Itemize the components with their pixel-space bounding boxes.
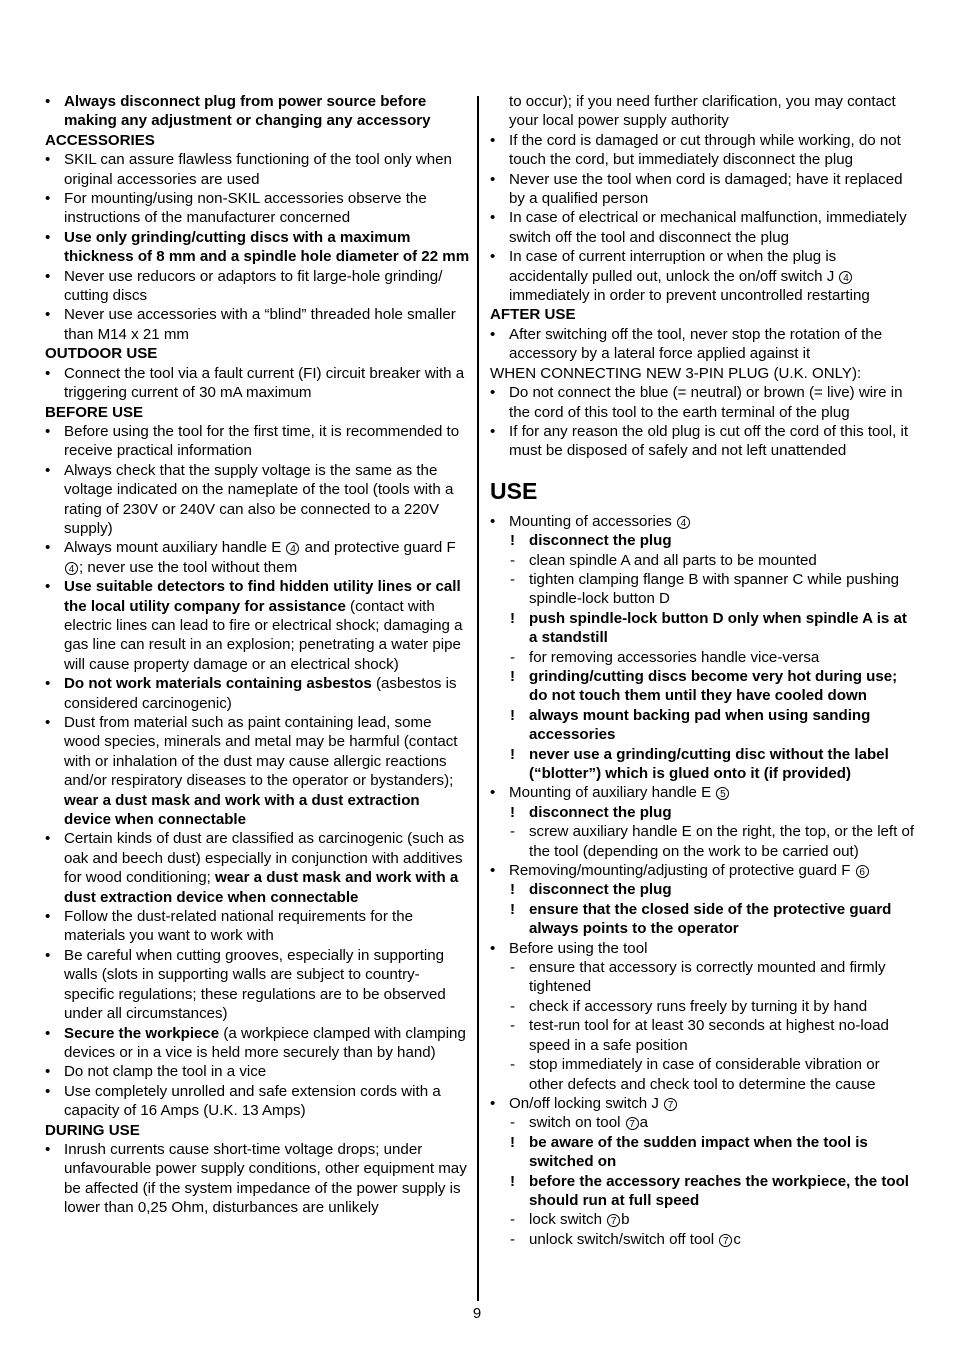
- list-item: [490, 783, 915, 802]
- list-item: [45, 713, 470, 829]
- bullet-icon: •: [45, 190, 51, 208]
- figure-ref-icon: 6: [856, 865, 869, 878]
- bullet-icon: •: [490, 939, 496, 957]
- list-item: [45, 228, 470, 267]
- bullet-icon: •: [490, 862, 496, 880]
- warning-icon: !: [510, 667, 516, 685]
- list-item: [45, 189, 470, 228]
- text: Dust from material such as paint containing lead, some wood species, minerals and metal may be harmful (contact with or inhalation of the dust may cause allergic reactions and/or respiratory diseases to the operator or bystanders);: [64, 714, 458, 790]
- text: If the cord is damaged or cut through while working, do not touch the cord, but immediately disconnect the plug: [509, 131, 901, 169]
- text: After switching off the tool, never stop the rotation of the accessory by a lateral force applied against it: [509, 325, 883, 363]
- warning-icon: !: [510, 881, 516, 899]
- text: c: [733, 1230, 741, 1248]
- bold-text: Secure the workpiece: [64, 1024, 220, 1042]
- dash-icon: -: [510, 823, 516, 841]
- sub-item: [490, 648, 915, 667]
- bullet-icon: •: [490, 784, 496, 802]
- dash-icon: -: [510, 551, 516, 569]
- list-item: [45, 461, 470, 539]
- bold-text: Use only grinding/cutting discs with a maximum thickness of 8 mm and a spindle hole diameter of 22 mm: [64, 228, 470, 266]
- right-column: [490, 92, 915, 1249]
- dash-icon: -: [510, 1114, 516, 1132]
- warning-icon: !: [510, 532, 516, 550]
- warning-item: [490, 1172, 915, 1211]
- list-item: [45, 1140, 470, 1218]
- bullet-icon: •: [45, 151, 51, 169]
- bold-text: never use a grinding/cutting disc without the label (“blotter”) which is glued onto it (if provided): [529, 745, 889, 782]
- bold-text: wear a dust mask and work with a dust extraction device when connectable: [64, 791, 420, 829]
- section-heading: ACCESSORIES: [45, 131, 155, 149]
- list-item: [490, 939, 915, 958]
- bullet-icon: •: [45, 267, 51, 285]
- dash-icon: -: [510, 1230, 516, 1248]
- text: to occur); if you need further clarification, you may contact your local power supply authority: [509, 93, 896, 130]
- text: Always check that the supply voltage is the same as the voltage indicated on the nameplate of the tool (tools with a rating of 230V or 240V can also be connected to a 220V supply): [64, 461, 454, 537]
- text: switch on tool: [529, 1114, 625, 1132]
- text: Always mount auxiliary handle E: [64, 539, 286, 557]
- bullet-icon: •: [45, 93, 51, 110]
- text: lock switch: [529, 1211, 607, 1229]
- bullet-icon: •: [490, 1094, 496, 1112]
- list-item: [490, 1094, 915, 1113]
- text: Use completely unrolled and safe extension cords with a capacity of 16 Amps (U.K. 13 Amps): [64, 1082, 441, 1120]
- text: SKIL can assure flawless functioning of the tool only when original accessories are used: [64, 151, 452, 188]
- warning-icon: !: [510, 1172, 516, 1190]
- list-item: [490, 131, 915, 170]
- text: b: [621, 1211, 630, 1229]
- list-item: [490, 512, 915, 531]
- bold-text: ensure that the closed side of the protective guard always points to the operator: [529, 900, 892, 938]
- list-item: [45, 305, 470, 344]
- list-item: [490, 325, 915, 364]
- text: stop immediately in case of considerable vibration or other defects and check tool to determine the cause: [529, 1056, 880, 1093]
- sub-item: [490, 1016, 915, 1055]
- bullet-icon: •: [490, 209, 496, 227]
- dash-icon: -: [510, 570, 516, 588]
- section-title: USE: [490, 477, 538, 504]
- text: check if accessory runs freely by turning it by hand: [529, 997, 868, 1015]
- text: clean spindle A and all parts to be mounted: [529, 551, 817, 569]
- list-item: [45, 674, 470, 713]
- dash-icon: -: [510, 1056, 516, 1074]
- text: Connect the tool via a fault current (FI) circuit breaker with a triggering current of 30 mA maximum: [64, 364, 465, 402]
- list-item: [45, 267, 470, 306]
- bullet-icon: •: [45, 830, 51, 848]
- section-label: WHEN CONNECTING NEW 3-PIN PLUG (U.K. ONLY):: [490, 364, 862, 382]
- text: unlock switch/switch off tool: [529, 1230, 719, 1248]
- bold-text: grinding/cutting discs become very hot during use; do not touch them until they have cooled down: [529, 667, 898, 705]
- list-item: [490, 247, 915, 305]
- bullet-icon: •: [45, 675, 51, 693]
- bullet-icon: •: [45, 228, 51, 246]
- list-item: [45, 829, 470, 907]
- sub-item: [490, 551, 915, 570]
- list-item: [490, 170, 915, 209]
- warning-icon: !: [510, 745, 516, 763]
- bullet-icon: •: [45, 578, 51, 596]
- section-heading: AFTER USE: [490, 306, 576, 324]
- dash-icon: -: [510, 997, 516, 1015]
- list-item: [45, 577, 470, 674]
- list-item-continuation: [490, 92, 915, 131]
- text: For mounting/using non-SKIL accessories observe the instructions of the manufacturer concerned: [64, 190, 427, 227]
- bullet-icon: •: [45, 306, 51, 324]
- page-number: 9: [472, 1305, 482, 1322]
- bold-text: disconnect the plug: [529, 881, 672, 899]
- figure-ref-icon: 4: [839, 271, 852, 284]
- sub-item: [490, 1055, 915, 1094]
- text: On/off locking switch J: [509, 1094, 664, 1112]
- text: (asbestos is considered carcinogenic): [64, 675, 457, 712]
- list-item: [45, 364, 470, 403]
- list-item: [490, 208, 915, 247]
- list-item: [45, 1062, 470, 1081]
- figure-ref-icon: 4: [65, 562, 78, 575]
- text: Mounting of accessories: [509, 512, 676, 530]
- bullet-icon: •: [45, 1063, 51, 1081]
- warning-item: [490, 900, 915, 939]
- bullet-icon: •: [45, 714, 51, 731]
- list-item: [490, 422, 915, 461]
- text: Mounting of auxiliary handle E: [509, 784, 716, 802]
- list-item: [45, 422, 470, 461]
- warning-icon: !: [510, 900, 516, 918]
- warning-item: [490, 880, 915, 899]
- list-item: [45, 538, 470, 577]
- bullet-icon: •: [490, 170, 496, 188]
- dash-icon: -: [510, 648, 516, 666]
- warning-item: [490, 706, 915, 745]
- section-heading: DURING USE: [45, 1121, 140, 1139]
- bold-text: disconnect the plug: [529, 803, 672, 821]
- text: Do not clamp the tool in a vice: [64, 1063, 267, 1081]
- text: for removing accessories handle vice-versa: [529, 648, 820, 666]
- bullet-icon: •: [45, 946, 51, 964]
- text: Do not connect the blue (= neutral) or brown (= live) wire in the cord of this tool to the earth terminal of the plug: [509, 384, 903, 421]
- text: screw auxiliary handle E on the right, the top, or the left of the tool (depending on the work to be carried out): [529, 823, 915, 860]
- left-column: [45, 92, 470, 1218]
- column-divider: [477, 96, 479, 1301]
- list-item: [490, 861, 915, 880]
- text: ensure that accessory is correctly mounted and firmly tightened: [529, 959, 886, 996]
- list-item: [45, 92, 470, 131]
- bullet-icon: •: [45, 1024, 51, 1042]
- warning-icon: !: [510, 609, 516, 627]
- text: In case of current interruption or when the plug is accidentally pulled out, unlock the on/off switch J: [509, 248, 839, 285]
- dash-icon: -: [510, 1017, 516, 1035]
- bold-text: be aware of the sudden impact when the tool is switched on: [529, 1133, 868, 1171]
- figure-ref-icon: 7: [664, 1098, 677, 1111]
- text: immediately in order to prevent uncontrolled restarting: [509, 287, 870, 305]
- list-item: [45, 150, 470, 189]
- list-item: [45, 907, 470, 946]
- section-heading: OUTDOOR USE: [45, 345, 158, 363]
- figure-ref-icon: 5: [716, 787, 729, 800]
- bullet-icon: •: [490, 248, 496, 266]
- figure-ref-icon: 4: [286, 542, 299, 555]
- text: Before using the tool for the first time, it is recommended to receive practical information: [64, 422, 460, 460]
- bold-text: before the accessory reaches the workpiece, the tool should run at full speed: [529, 1172, 910, 1209]
- bullet-icon: •: [45, 539, 51, 557]
- sub-item: [490, 997, 915, 1016]
- text: Follow the dust-related national requirements for the materials you want to work with: [64, 908, 414, 945]
- bullet-icon: •: [45, 908, 51, 926]
- bold-text: Do not work materials containing asbestos: [64, 675, 372, 693]
- bullet-icon: •: [45, 461, 51, 479]
- text: Certain kinds of dust are classified as carcinogenic (such as oak and beech dust) especially in conjunction with additives for wood conditioning;: [64, 830, 465, 887]
- text: Inrush currents cause short-time voltage drops; under unfavourable power supply conditions, other equipment may be affected (if the system impedance of the power supply is lower than 0,25 Ohm, disturbances are unlikely: [64, 1140, 467, 1217]
- warning-icon: !: [510, 706, 516, 724]
- warning-item: [490, 1133, 915, 1172]
- list-item: [45, 1024, 470, 1063]
- warning-icon: !: [510, 803, 516, 821]
- bullet-icon: •: [45, 1082, 51, 1100]
- text: If for any reason the old plug is cut off the cord of this tool, it must be disposed of safely and not left unattended: [509, 422, 909, 460]
- sub-item: [490, 1210, 915, 1229]
- bold-text: Always disconnect plug from power source before making any adjustment or changing any accessory: [64, 93, 431, 130]
- figure-ref-icon: 7: [719, 1234, 732, 1247]
- sub-item: [490, 570, 915, 609]
- warning-item: [490, 667, 915, 706]
- dash-icon: -: [510, 1211, 516, 1229]
- bold-text: Use suitable detectors to find hidden utility lines or call the local utility company for assistance: [64, 578, 461, 615]
- text: Removing/mounting/adjusting of protective guard F: [509, 862, 855, 880]
- text: a: [639, 1114, 649, 1132]
- bullet-icon: •: [45, 422, 51, 440]
- bold-text: always mount backing pad when using sanding accessories: [529, 706, 871, 744]
- text: Before using the tool: [509, 939, 648, 957]
- warning-item: [490, 609, 915, 648]
- text: In case of electrical or mechanical malfunction, immediately switch off the tool and disconnect the plug: [509, 209, 907, 246]
- text: Never use accessories with a “blind” threaded hole smaller than M14 x 21 mm: [64, 306, 456, 343]
- text: and protective guard F: [300, 539, 456, 557]
- sub-item: [490, 1230, 915, 1249]
- bold-text: push spindle-lock button D only when spindle A is at a standstill: [529, 609, 907, 647]
- sub-item: [490, 958, 915, 997]
- text: Never use the tool when cord is damaged; have it replaced by a qualified person: [509, 170, 903, 208]
- list-item: [490, 383, 915, 422]
- bullet-icon: •: [490, 325, 496, 343]
- text: tighten clamping flange B with spanner C while pushing spindle-lock button D: [529, 570, 900, 608]
- bullet-icon: •: [490, 422, 496, 440]
- warning-item: [490, 531, 915, 550]
- warning-item: [490, 803, 915, 822]
- sub-item: [490, 1113, 915, 1132]
- text: Never use reducors or adaptors to fit large-hole grinding/ cutting discs: [64, 267, 443, 305]
- section-heading: BEFORE USE: [45, 403, 144, 421]
- warning-item: [490, 745, 915, 784]
- bold-text: wear a dust mask and work with a dust extraction device when connectable: [64, 869, 459, 906]
- figure-ref-icon: 4: [677, 516, 690, 529]
- warning-icon: !: [510, 1133, 516, 1151]
- text: test-run tool for at least 30 seconds at highest no-load speed in a safe position: [529, 1017, 889, 1054]
- bullet-icon: •: [45, 1140, 51, 1158]
- list-item: [45, 946, 470, 1024]
- bullet-icon: •: [490, 131, 496, 149]
- bullet-icon: •: [45, 364, 51, 382]
- bullet-icon: •: [490, 512, 496, 530]
- figure-ref-icon: 7: [607, 1214, 620, 1227]
- bullet-icon: •: [490, 384, 496, 402]
- text: (a workpiece clamped with clamping devices or in a vice is held more securely than by hand): [64, 1024, 466, 1061]
- text: ; never use the tool without them: [79, 558, 298, 576]
- dash-icon: -: [510, 959, 516, 977]
- text: (contact with electric lines can lead to fire or electrical shock; damaging a gas line can result in an explosion; penetrating a water pipe will cause property damage or an electrical shock): [64, 597, 463, 673]
- bold-text: disconnect the plug: [529, 532, 672, 550]
- text: Be careful when cutting grooves, especially in supporting walls (slots in supporting walls are subject to country-specific regulations; these regulations are to be observed under all circumstances): [64, 946, 446, 1023]
- figure-ref-icon: 7: [626, 1117, 639, 1130]
- list-item: [45, 1082, 470, 1121]
- sub-item: [490, 822, 915, 861]
